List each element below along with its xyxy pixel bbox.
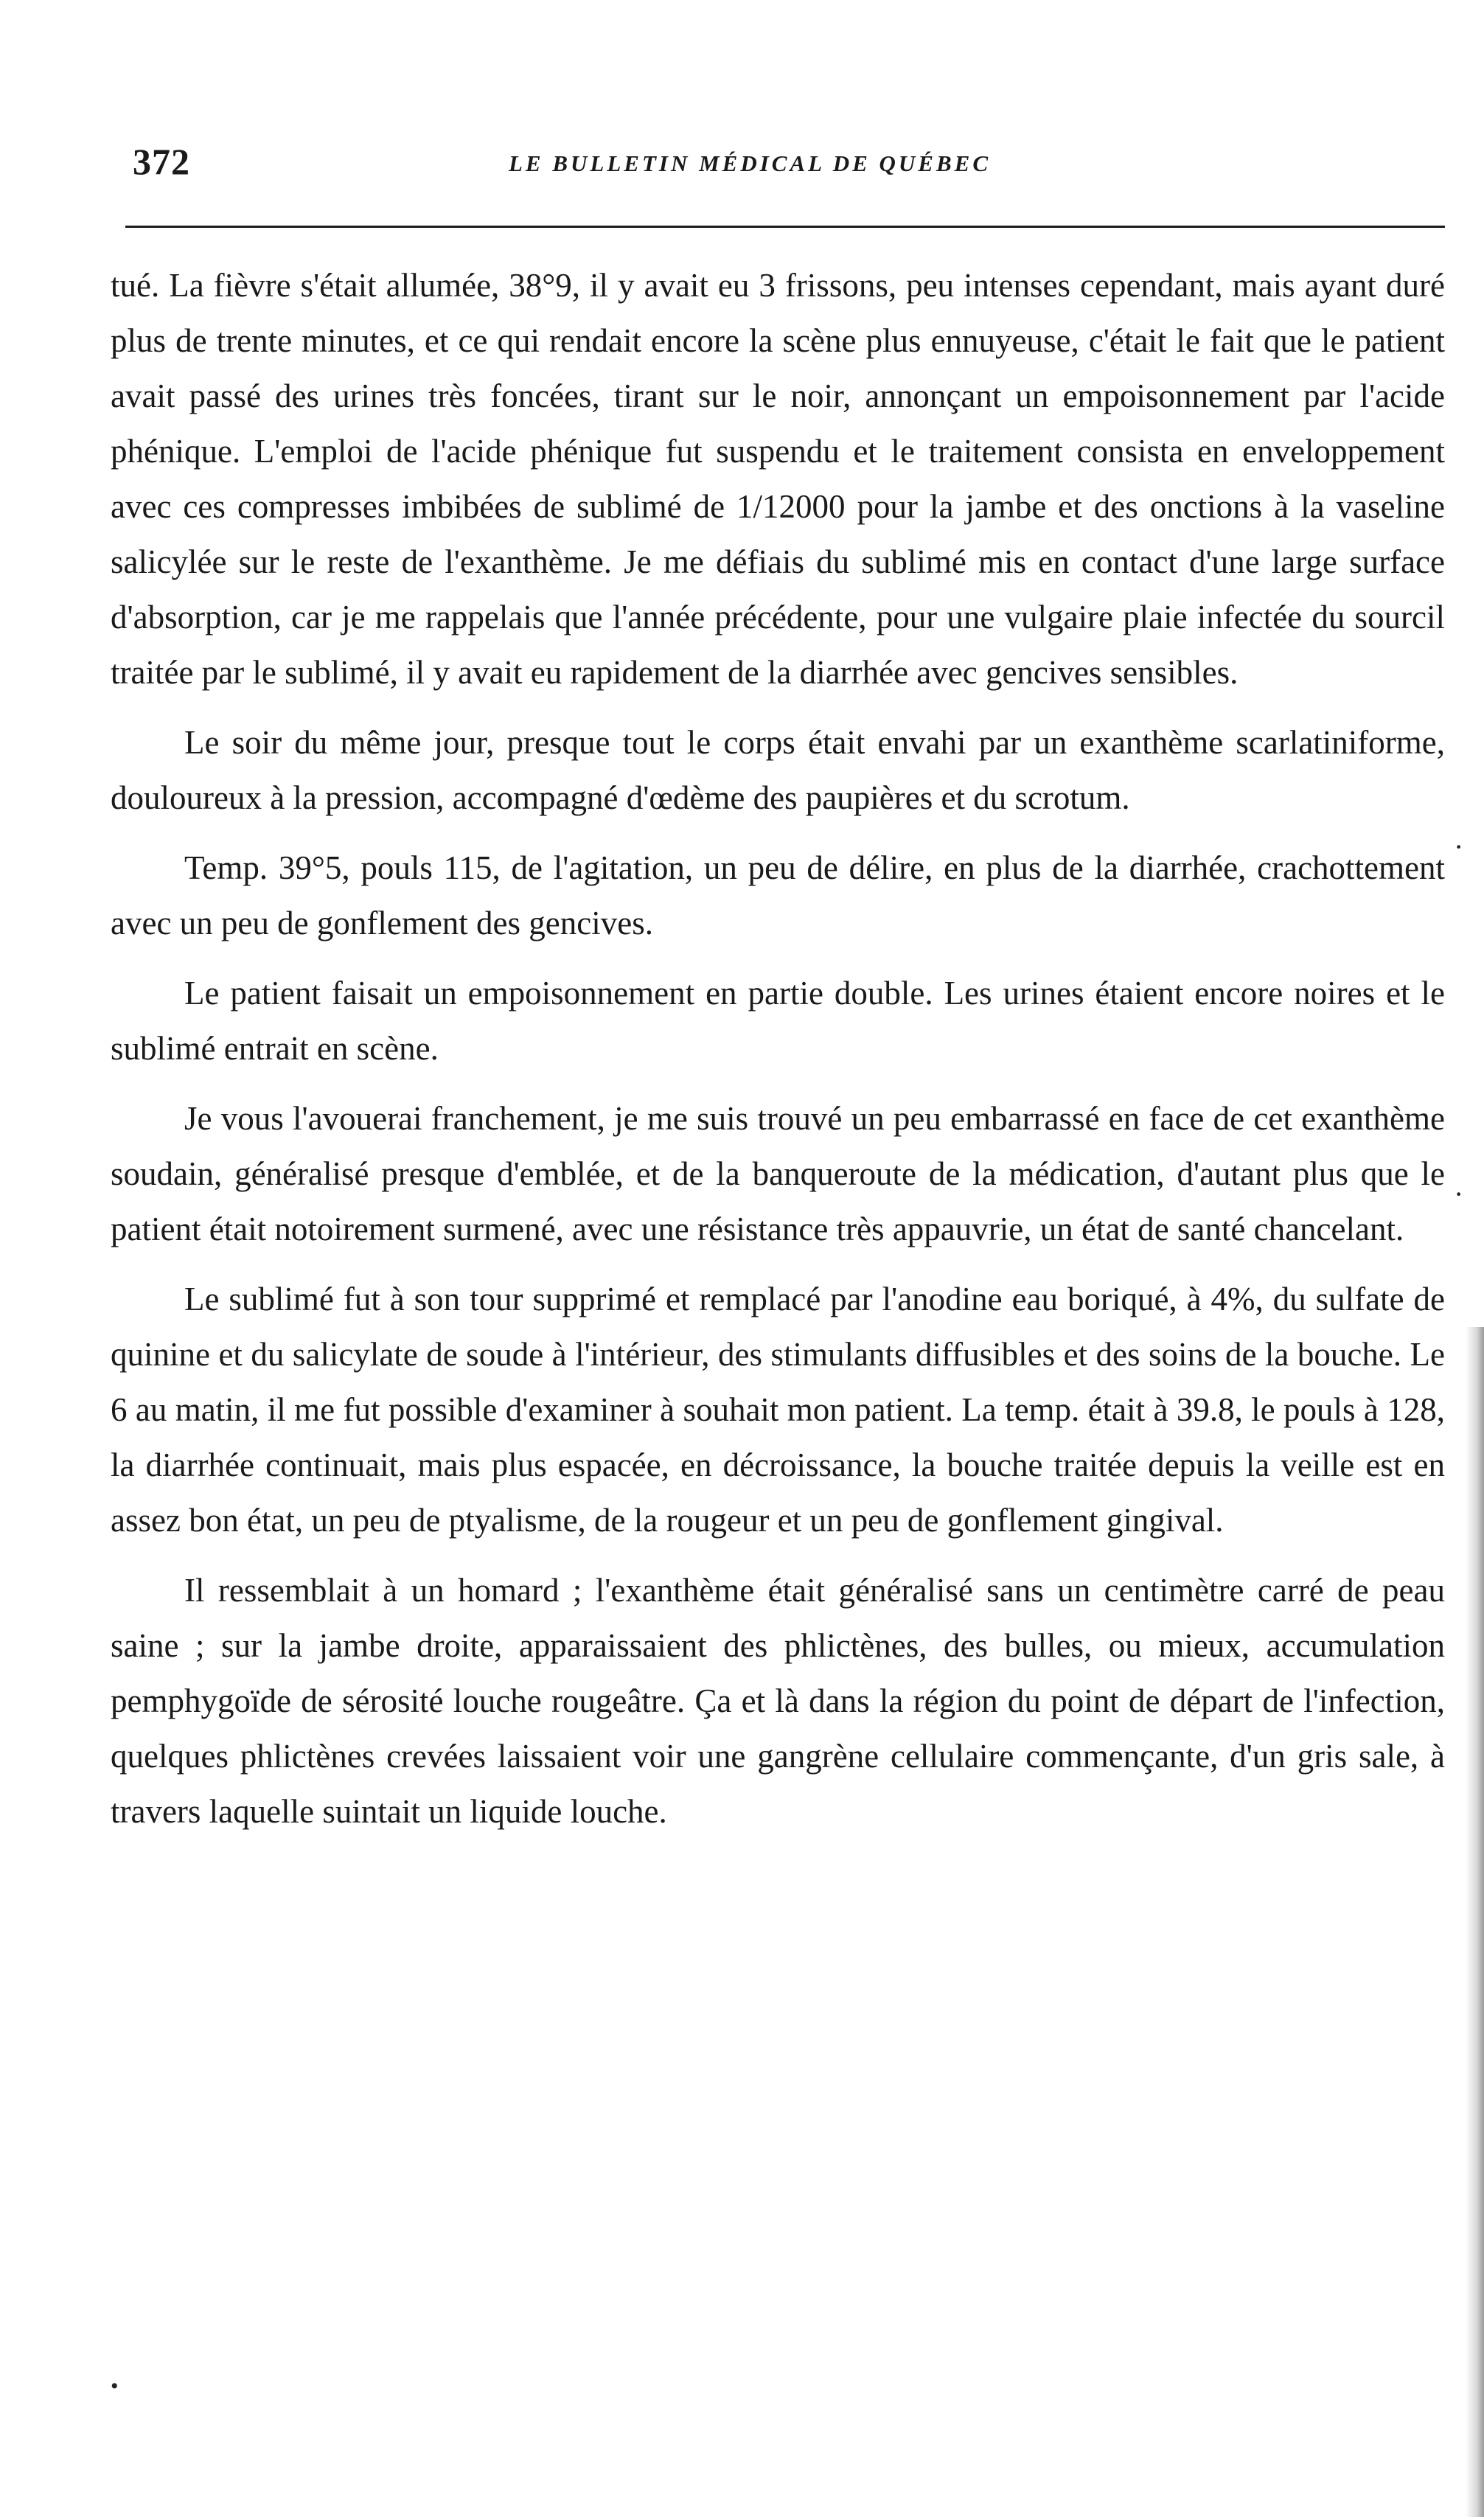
running-title: LE BULLETIN MÉDICAL DE QUÉBEC: [509, 150, 991, 176]
article-body: [111, 258, 1445, 1839]
paragraph-4: Le patient faisait un empoisonnement en partie double. Les urines étaient encore noires et le sublimé entrait en scène.: [111, 975, 1445, 1067]
paragraph-6: Le sublimé fut à son tour supprimé et remplacé par l'anodine eau boriqué, à 4%, du sulfate de quinine et du salicylate de soude à l'intérieur, des stimulants diffusibles et des soins de la bouche. Le 6 au matin, il me fut possible d'examiner à souhait mon patient. La temp. était à 39.8, le pouls à 128, la diarrhée continuait, mais plus espacée, en décroissance, la bouche traitée depuis la veille est en assez bon état, un peu de ptyalisme, de la rougeur et un peu de gonflement gingival.: [111, 1281, 1445, 1539]
header-rule: [125, 226, 1445, 228]
margin-dot-3: •: [111, 2374, 119, 2398]
margin-dot-1: ·: [1454, 830, 1464, 863]
paragraph-2: Le soir du même jour, presque tout le corps était envahi par un exanthème scarlatiniforme, douloureux à la pression, accompagné d'œdème des paupières et du scrotum.: [111, 724, 1445, 816]
page-number: 372: [133, 141, 190, 182]
paragraph-3: Temp. 39°5, pouls 115, de l'agitation, un peu de délire, en plus de la diarrhée, crachottement avec un peu de gonflement des gencives.: [111, 849, 1445, 941]
page-edge-shadow: [1466, 1327, 1484, 2517]
paragraph-5: Je vous l'avouerai franchement, je me suis trouvé un peu embarrassé en face de cet exanthème soudain, généralisé presque d'emblée, et de la banqueroute de la médication, d'autant plus que le patient était notoirement surmené, avec une résistance très appauvrie, un état de santé chancelant.: [111, 1100, 1445, 1247]
margin-dot-2: ·: [1454, 1177, 1464, 1211]
paragraph-1: tué. La fièvre s'était allumée, 38°9, il y avait eu 3 frissons, peu intenses cependant, mais ayant duré plus de trente minutes, et ce qui rendait encore la scène plus ennuyeuse, c'était le fait que le patient avait passé des urines très foncées, tirant sur le noir, annonçant un empoisonnement par l'acide phénique. L'emploi de l'acide phénique fut suspendu et le traitement consista en enveloppement avec ces compresses imbibées de sublimé de 1/12000 pour la jambe et des onctions à la vaseline salicylée sur le reste de l'exanthème. Je me défiais du sublimé mis en contact d'une large surface d'absorption, car je me rappelais que l'année précédente, pour une vulgaire plaie infectée du sourcil traitée par le sublimé, il y avait eu rapidement de la diarrhée avec gencives sensibles.: [111, 267, 1445, 691]
paragraph-7: Il ressemblait à un homard ; l'exanthème était généralisé sans un centimètre carré de peau saine ; sur la jambe droite, apparaissaient des phlictènes, des bulles, ou mieux, accumulation pemphygoïde de sérosité louche rougeâtre. Ça et là dans la région du point de départ de l'infection, quelques phlictènes crevées laissaient voir une gangrène cellulaire commençante, d'un gris sale, à travers laquelle suintait un liquide louche.: [111, 1572, 1445, 1830]
page-header: [133, 140, 1445, 192]
